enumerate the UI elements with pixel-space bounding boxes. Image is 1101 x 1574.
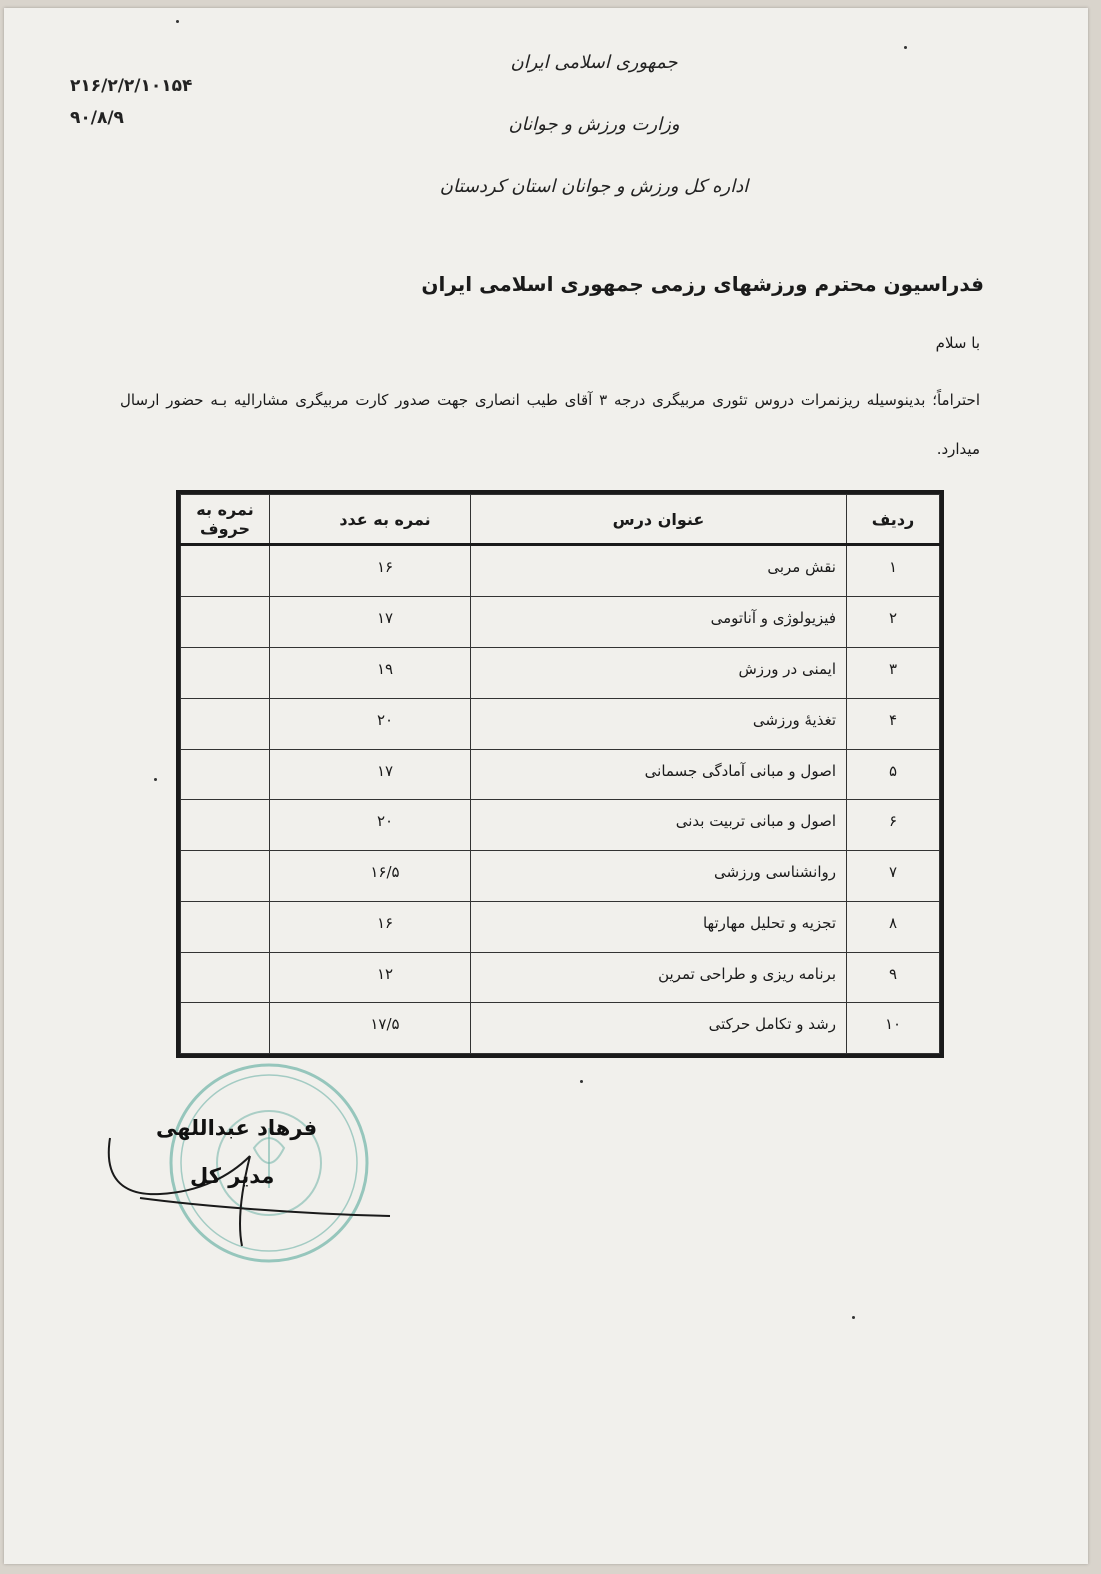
cell-grade-words — [181, 800, 270, 851]
greeting: با سلام — [935, 334, 980, 352]
paper-speck — [176, 20, 179, 23]
cell-row-number: ۸ — [847, 901, 940, 952]
letterhead-office: اداره کل ورزش و جوانان استان کردستان — [439, 176, 749, 197]
cell-row-number: ۹ — [847, 952, 940, 1003]
cell-grade-numeric: ۲۰ — [270, 698, 471, 749]
reference-date: ۹۰/۸/۹ — [70, 108, 124, 128]
cell-course-title: اصول و مبانی آمادگی جسمانی — [471, 749, 847, 800]
paper-speck — [154, 778, 157, 781]
cell-row-number: ۳ — [847, 648, 940, 699]
cell-course-title: فیزیولوژی و آناتومی — [471, 597, 847, 648]
cell-grade-words — [181, 901, 270, 952]
reference-number: ۲۱۶/۲/۲/۱۰۱۵۴ — [70, 76, 193, 96]
cell-course-title: رشد و تکامل حرکتی — [471, 1003, 847, 1054]
cell-row-number: ۱ — [847, 545, 940, 597]
table-row — [181, 698, 940, 749]
cell-grade-words — [181, 749, 270, 800]
cell-grade-numeric: ۲۰ — [270, 800, 471, 851]
cell-row-number: ۴ — [847, 698, 940, 749]
signatory-name: فرهاد عبداللهی — [156, 1116, 318, 1140]
table-row — [181, 749, 940, 800]
letterhead — [384, 48, 804, 234]
table-row — [181, 952, 940, 1003]
cell-course-title: روانشناسی ورزشی — [471, 851, 847, 902]
letter-body: احتراماً؛ بدینوسیله ریزنمرات دروس تئوری مربیگری درجه ۳ آقای طیب انصاری جهت صدور کارت مربیگری مشارالیه بـه حضور ارسال میدارد. — [120, 391, 980, 458]
table-row — [181, 1003, 940, 1054]
signatory-title: مدیر کل — [190, 1164, 275, 1188]
cell-grade-numeric: ۱۲ — [270, 952, 471, 1003]
cell-grade-words — [181, 648, 270, 699]
letter-page — [4, 8, 1088, 1564]
cell-grade-numeric: ۱۷/۵ — [270, 1003, 471, 1054]
cell-grade-numeric: ۱۶/۵ — [270, 851, 471, 902]
cell-course-title: اصول و مبانی تربیت بدنی — [471, 800, 847, 851]
cell-grade-numeric: ۱۷ — [270, 597, 471, 648]
paper-speck — [904, 46, 907, 49]
cell-course-title: تجزیه و تحلیل مهارتها — [471, 901, 847, 952]
cell-grade-words — [181, 545, 270, 597]
cell-course-title: نقش مربی — [471, 545, 847, 597]
letterhead-ministry: وزارت ورزش و جوانان — [508, 114, 680, 135]
reference-block — [70, 70, 192, 134]
table-header-row — [181, 495, 940, 545]
table-row — [181, 901, 940, 952]
table-row — [181, 800, 940, 851]
cell-grade-words — [181, 597, 270, 648]
table-row — [181, 851, 940, 902]
header-row-number: ردیف — [847, 495, 940, 545]
cell-row-number: ۲ — [847, 597, 940, 648]
table-row — [181, 597, 940, 648]
cell-grade-numeric: ۱۶ — [270, 901, 471, 952]
cell-grade-words — [181, 952, 270, 1003]
letterhead-country: جمهوری اسلامی ایران — [510, 52, 678, 73]
cell-row-number: ۵ — [847, 749, 940, 800]
table-row — [181, 545, 940, 597]
cell-row-number: ۷ — [847, 851, 940, 902]
paper-speck — [580, 1080, 583, 1083]
table-row — [181, 648, 940, 699]
cell-grade-words — [181, 698, 270, 749]
cell-grade-words — [181, 851, 270, 902]
cell-row-number: ۱۰ — [847, 1003, 940, 1054]
cell-course-title: تغذیهٔ ورزشی — [471, 698, 847, 749]
cell-course-title: برنامه ریزی و طراحی تمرین — [471, 952, 847, 1003]
cell-grade-numeric: ۱۹ — [270, 648, 471, 699]
cell-grade-numeric: ۱۷ — [270, 749, 471, 800]
cell-grade-words — [181, 1003, 270, 1054]
paper-speck — [852, 1316, 855, 1319]
header-grade-words: نمره به حروف — [181, 495, 270, 545]
header-course-title: عنوان درس — [471, 495, 847, 545]
handwritten-signature — [100, 1136, 400, 1256]
header-grade-numeric: نمره به عدد — [270, 495, 471, 545]
grades-table — [176, 490, 944, 1058]
addressee: فدراسیون محترم ورزشهای رزمی جمهوری اسلامی ایران — [421, 272, 984, 296]
cell-course-title: ایمنی در ورزش — [471, 648, 847, 699]
cell-grade-numeric: ۱۶ — [270, 545, 471, 597]
cell-row-number: ۶ — [847, 800, 940, 851]
